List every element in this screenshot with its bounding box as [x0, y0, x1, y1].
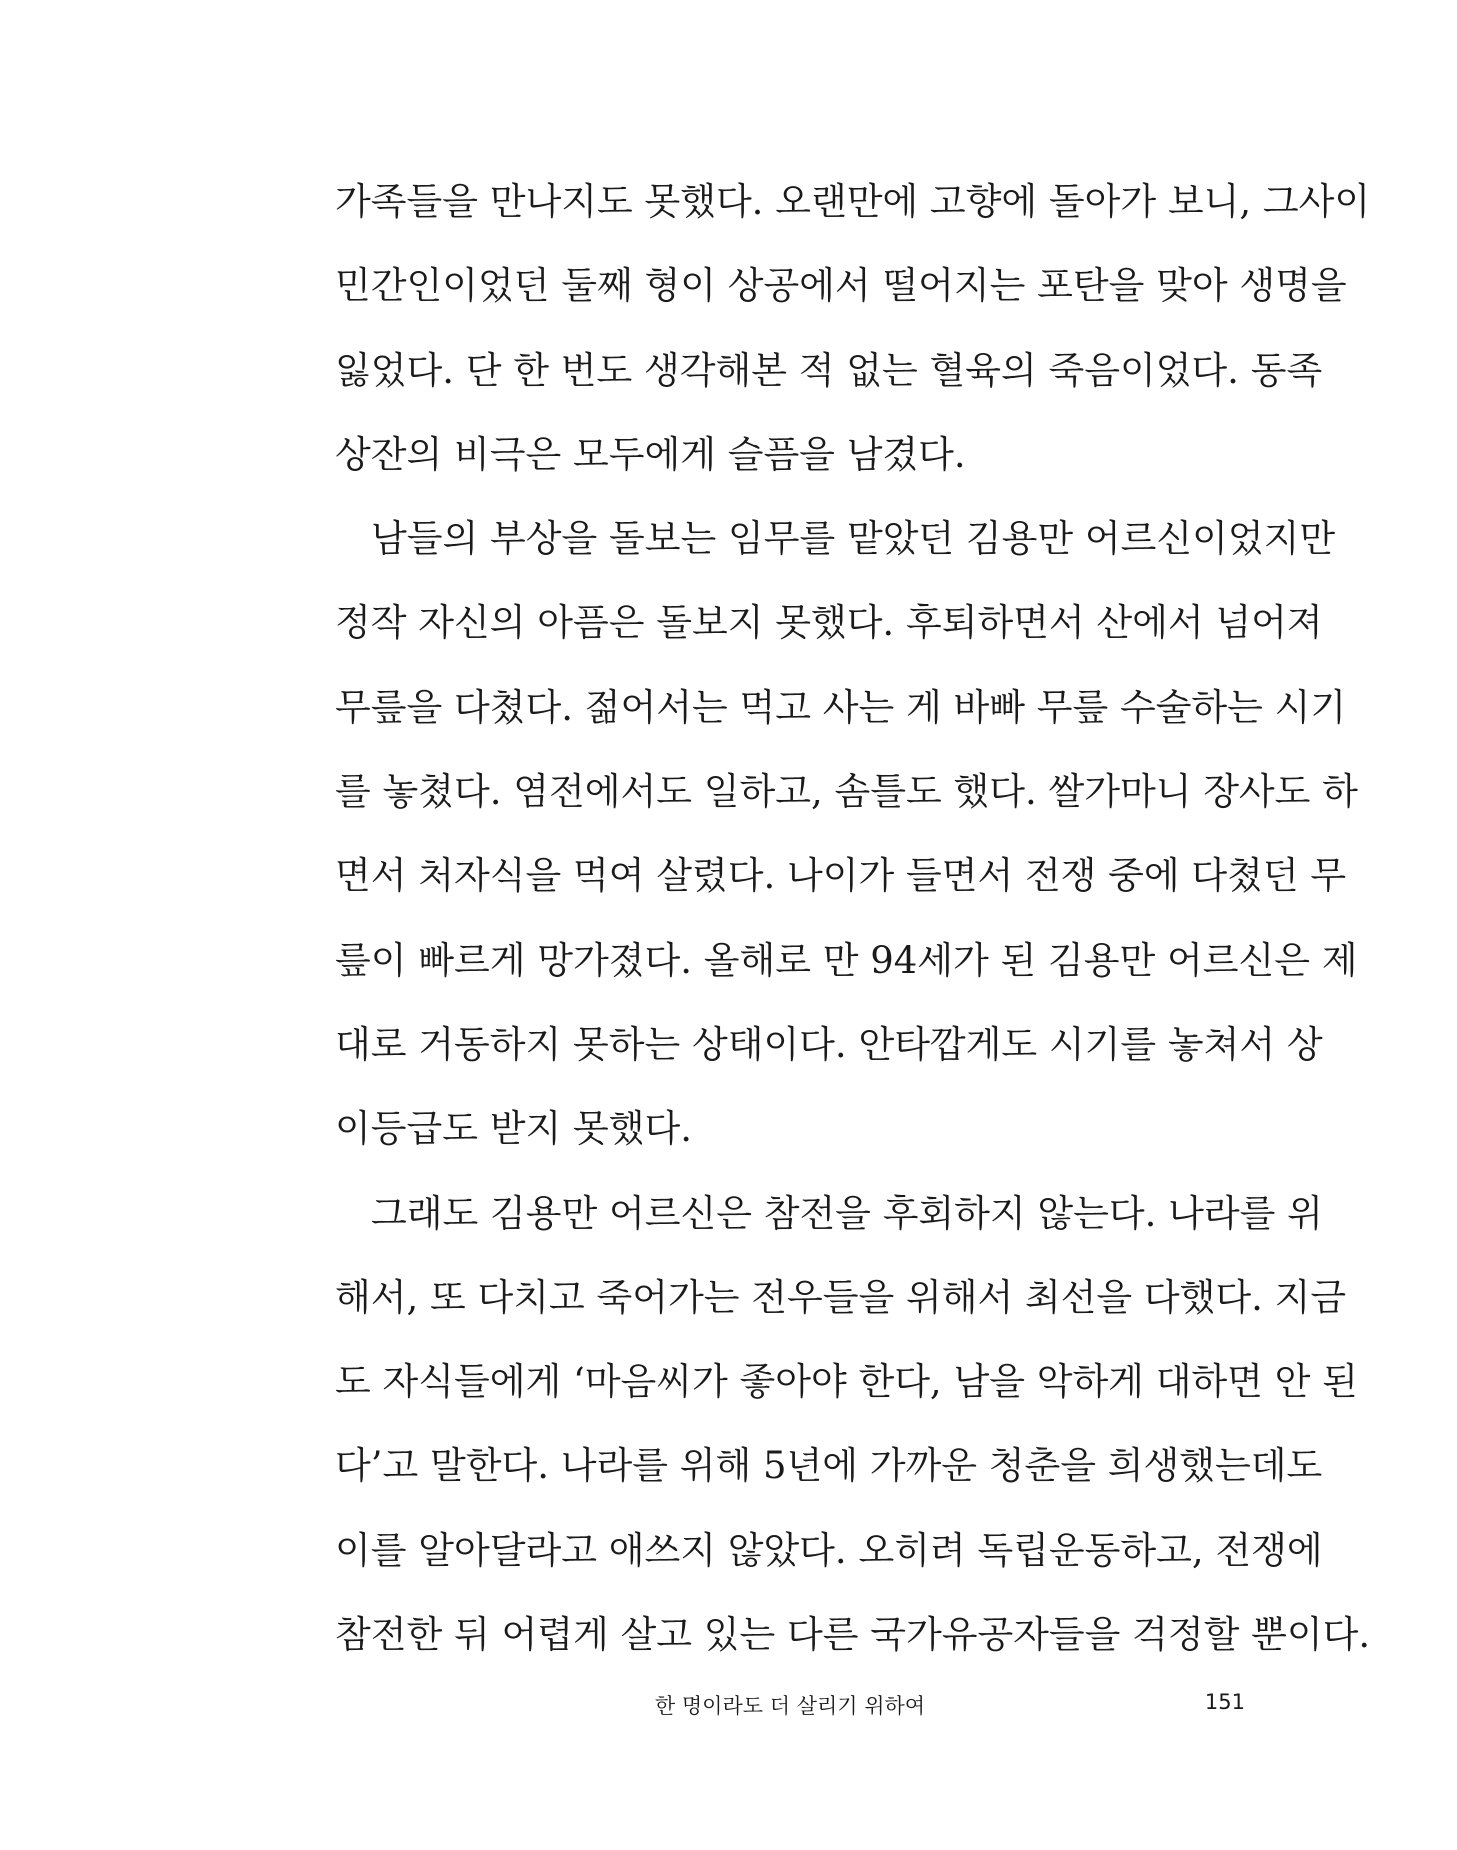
text-line: 면서 처자식을 먹여 살렸다. 나이가 들면서 전쟁 중에 다쳤던 무: [335, 854, 1347, 898]
text-line: 상잔의 비극은 모두에게 슬픔을 남겼다.: [335, 432, 966, 476]
text-line: 무릎을 다쳤다. 젊어서는 먹고 사는 게 바빠 무릎 수술하는 시기: [335, 685, 1347, 729]
text-line: 이를 알아달라고 애쓰지 않았다. 오히려 독립운동하고, 전쟁에: [335, 1528, 1323, 1572]
text-line: 민간인이었던 둘째 형이 상공에서 떨어지는 포탄을 맞아 생명을: [335, 264, 1347, 308]
text-line: 대로 거동하지 못하는 상태이다. 안타깝게도 시기를 놓쳐서 상: [335, 1022, 1323, 1066]
page-number: 151: [1204, 1690, 1245, 1714]
text-line: 그래도 김용만 어르신은 참전을 후회하지 않는다. 나라를 위: [371, 1191, 1323, 1235]
text-line: 이등급도 받지 못했다.: [335, 1107, 692, 1151]
page-footer: [335, 1690, 1245, 1720]
text-line: 릎이 빠르게 망가졌다. 올해로 만 94세가 된 김용만 어르신은 제: [335, 938, 1358, 982]
body-text: [335, 178, 1371, 1695]
text-line: 가족들을 만나지도 못했다. 오랜만에 고향에 돌아가 보니, 그사이: [335, 180, 1371, 223]
text-line: 해서, 또 다치고 죽어가는 전우들을 위해서 최선을 다했다. 지금: [335, 1275, 1347, 1319]
text-line: 다’고 말한다. 나라를 위해 5년에 가까운 청춘을 희생했는데도: [335, 1444, 1323, 1488]
text-line: 정작 자신의 아픔은 돌보지 못했다. 후퇴하면서 산에서 넘어져: [335, 601, 1323, 645]
text-line: 참전한 뒤 어렵게 살고 있는 다른 국가유공자들을 걱정할 뿐이다.: [335, 1613, 1371, 1657]
paragraph-2: [335, 515, 1358, 1189]
text-line: 도 자식들에게 ‘마음씨가 좋아야 한다, 남을 악하게 대하면 안 된: [335, 1360, 1358, 1404]
text-line: 를 놓쳤다. 염전에서도 일하고, 솜틀도 했다. 쌀가마니 장사도 하: [335, 770, 1358, 814]
text-line: 남들의 부상을 돌보는 임무를 맡았던 김용만 어르신이었지만: [371, 517, 1336, 561]
paragraph-1: [335, 178, 1371, 515]
text-line: 잃었다. 단 한 번도 생각해본 적 없는 혈육의 죽음이었다. 동족: [335, 348, 1323, 392]
running-title: 한 명이라도 더 살리기 위하여: [654, 1694, 926, 1718]
paragraph-3: [335, 1190, 1371, 1696]
